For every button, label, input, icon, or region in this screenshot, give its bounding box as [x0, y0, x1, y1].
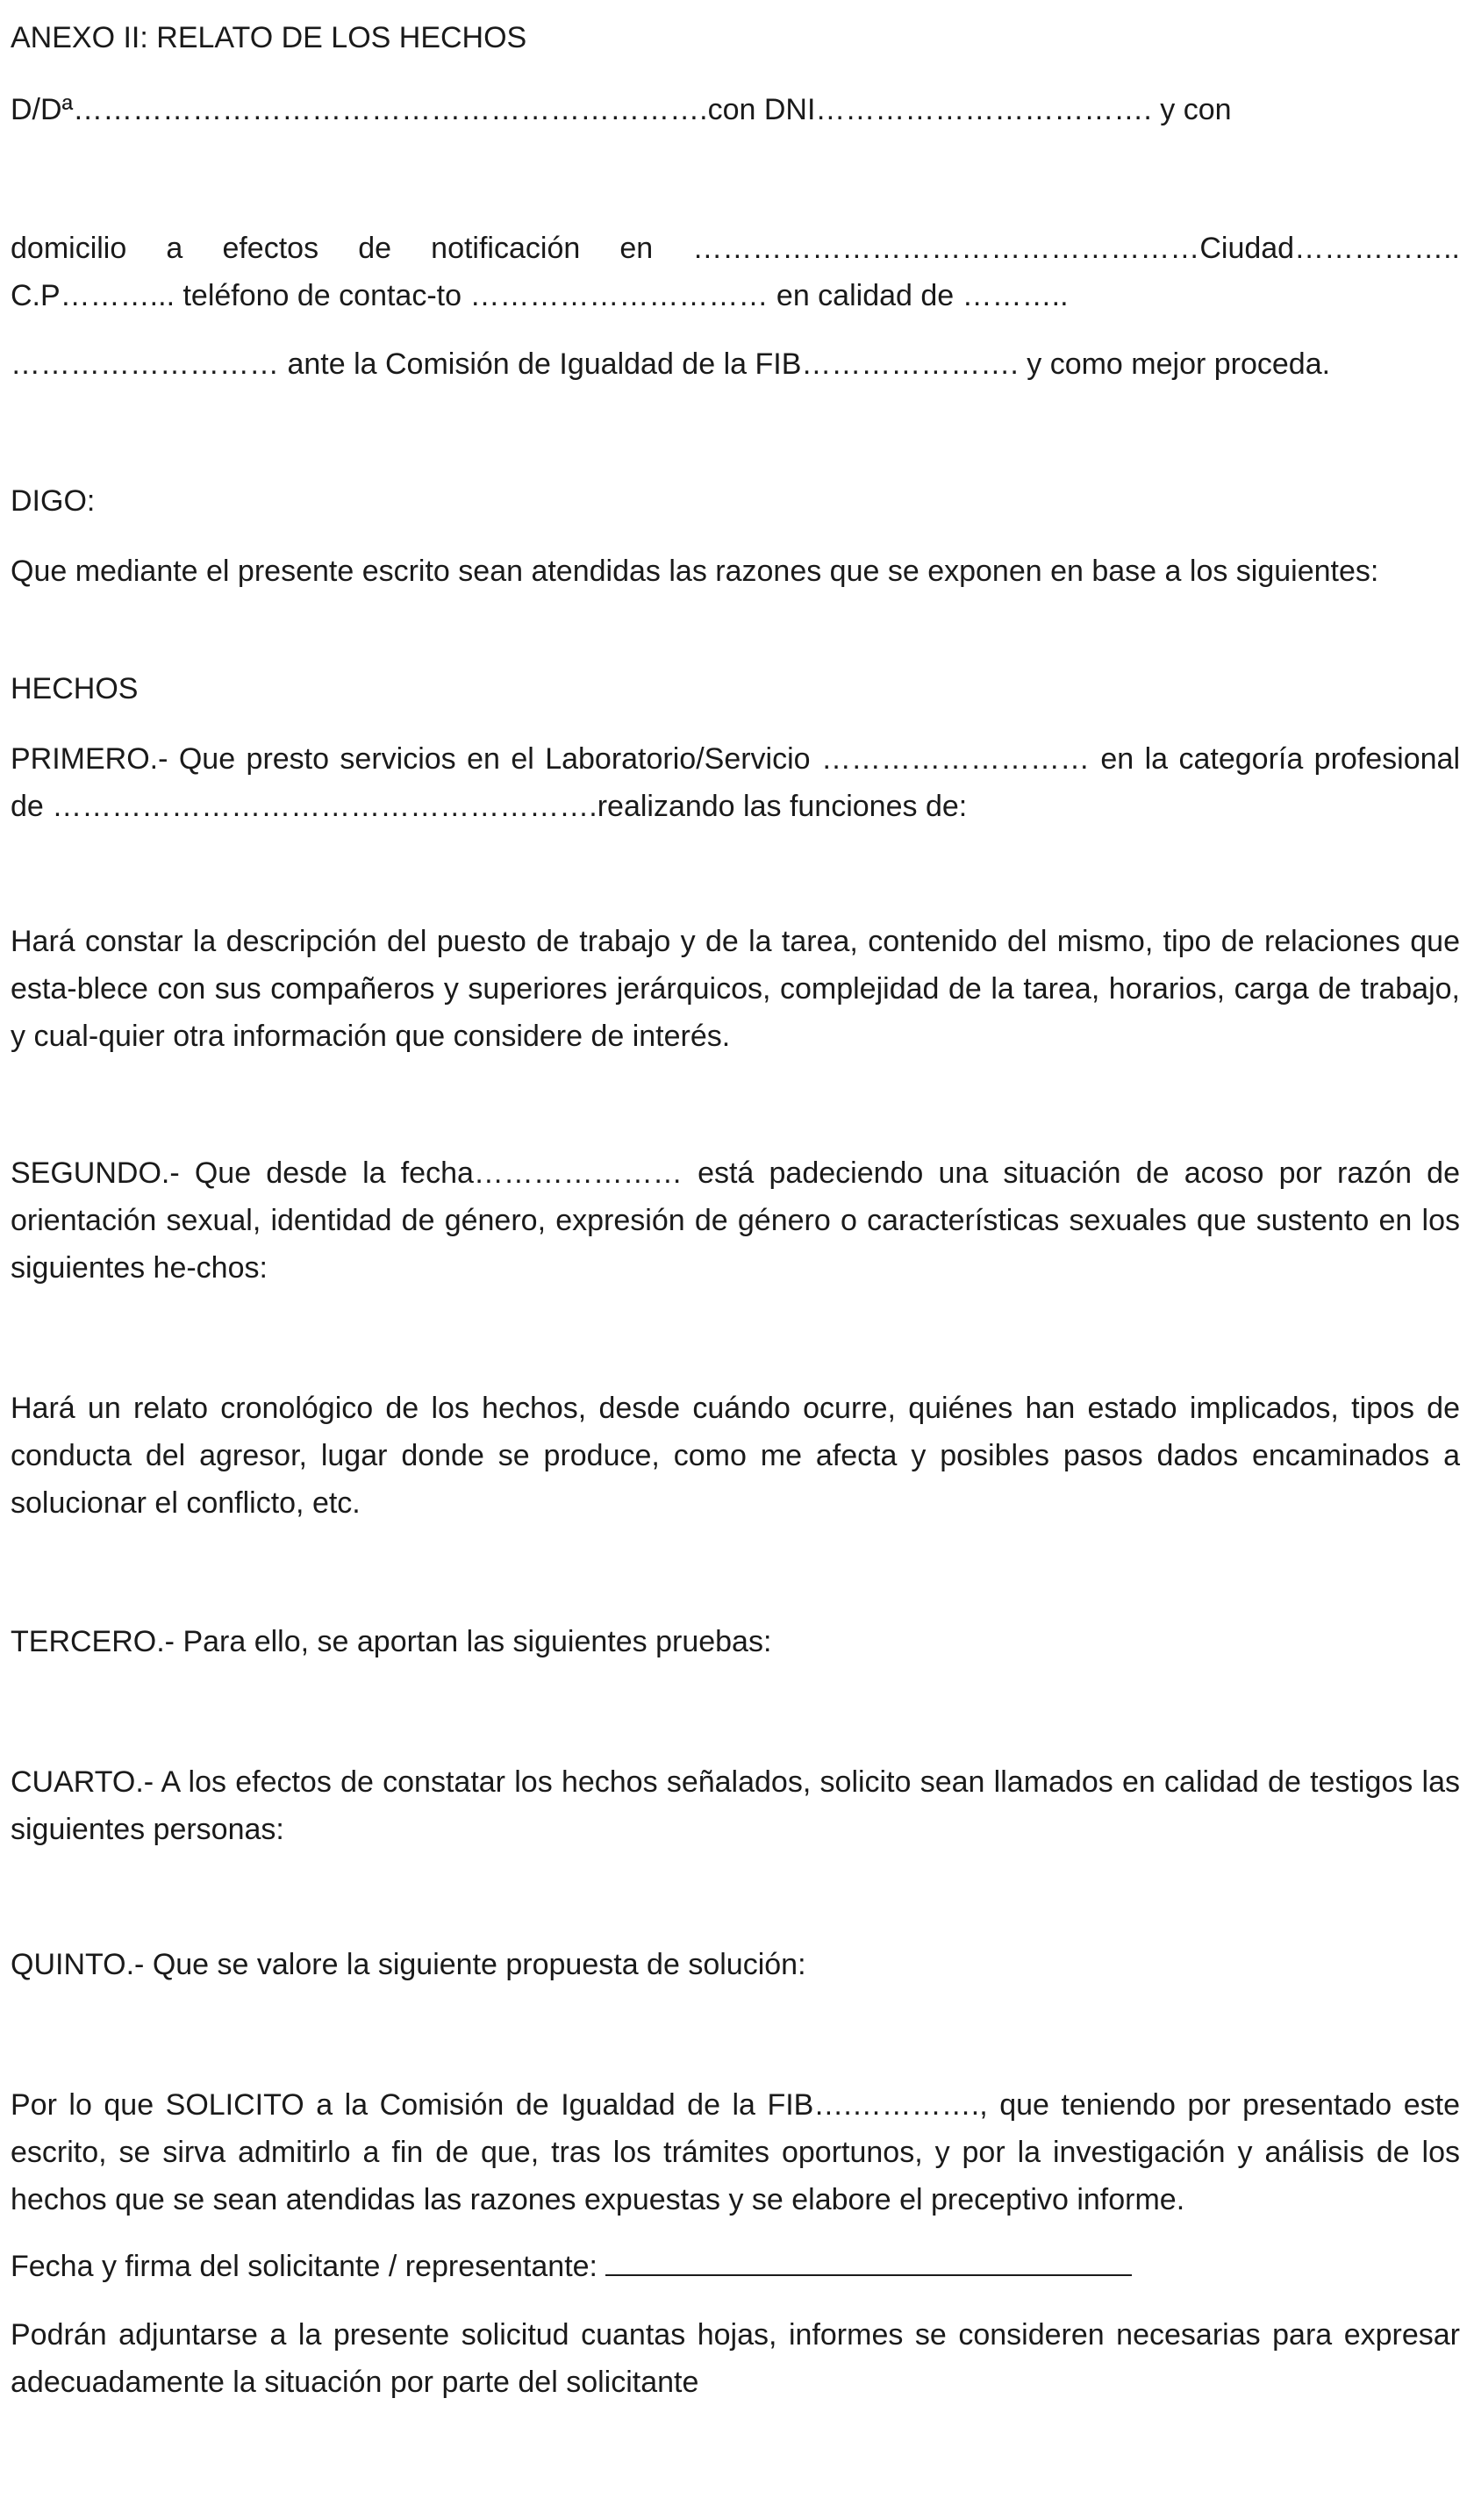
cuarto-paragraph: CUARTO.- A los efectos de constatar los hechos señalados, solicito sean llamados en calidad de testigos las siguientes personas:: [11, 1765, 1460, 1846]
primero-note: Hará constar la descripción del puesto de trabajo y de la tarea, contenido del mismo, tipo de relaciones que esta-blece con sus compañeros y superiores jerárquicos, complejidad de la tarea, horarios, carga de trabajo, y cual-quier otra información que considere de interés.: [11, 925, 1460, 1053]
document-title: ANEXO II: RELATO DE LOS HECHOS: [11, 21, 527, 54]
digo-heading: DIGO:: [11, 484, 96, 518]
signature-blank: [605, 2248, 1132, 2276]
identity-line: D/Dª……………………………………………………….con DNI……………………………. y con: [11, 93, 1232, 126]
domicilio-line: domicilio a efectos de notificación en ……………………………………………Ciudad……………..: [11, 232, 1460, 265]
firma-label: Fecha y firma del solicitante / representante:: [11, 2250, 597, 2283]
primero-paragraph: PRIMERO.- Que presto servicios en el Laboratorio/Servicio ……………………… en la categoría profesional de ……………………………………………….realizando las funciones de:: [11, 742, 1460, 823]
adjuntar-paragraph: Podrán adjuntarse a la presente solicitud cuantas hojas, informes se consideren necesarias para expresar adecuadamente la situación por parte del solicitante: [11, 2318, 1460, 2399]
tercero-paragraph: TERCERO.- Para ello, se aportan las siguientes pruebas:: [11, 1625, 772, 1658]
contact-line: C.P………... teléfono de contac-to ………………………… en calidad de ………..: [11, 279, 1069, 312]
solicito-paragraph: Por lo que SOLICITO a la Comisión de Igualdad de la FIB….…………., que teniendo por presentado este escrito, se sirva admitirlo a fin de que, tras los trámites oportunos, y por la investigación y análisis de los hechos que se sean atendidas las razones expuestas y se elabore el preceptivo informe.: [11, 2088, 1460, 2216]
quinto-paragraph: QUINTO.- Que se valore la siguiente propuesta de solución:: [11, 1948, 806, 1981]
firma-line: [11, 2243, 1460, 2290]
segundo-paragraph: SEGUNDO.- Que desde la fecha………………… está padeciendo una situación de acoso por razón de orientación sexual, identidad de género, expresión de género o características sexuales que sustento en los siguientes he-chos:: [11, 1156, 1460, 1285]
intro-paragraph: Que mediante el presente escrito sean atendidas las razones que se exponen en base a los siguientes:: [11, 555, 1379, 588]
segundo-note: Hará un relato cronológico de los hechos, desde cuándo ocurre, quiénes han estado implicados, tipos de conducta del agresor, lugar donde se produce, como me afecta y posibles pasos dados encaminados a solucionar el conflicto, etc.: [11, 1392, 1460, 1520]
ante-line: ……………………… ante la Comisión de Igualdad de la FIB…………………. y como mejor proceda.: [11, 347, 1331, 381]
hechos-heading: HECHOS: [11, 672, 139, 705]
